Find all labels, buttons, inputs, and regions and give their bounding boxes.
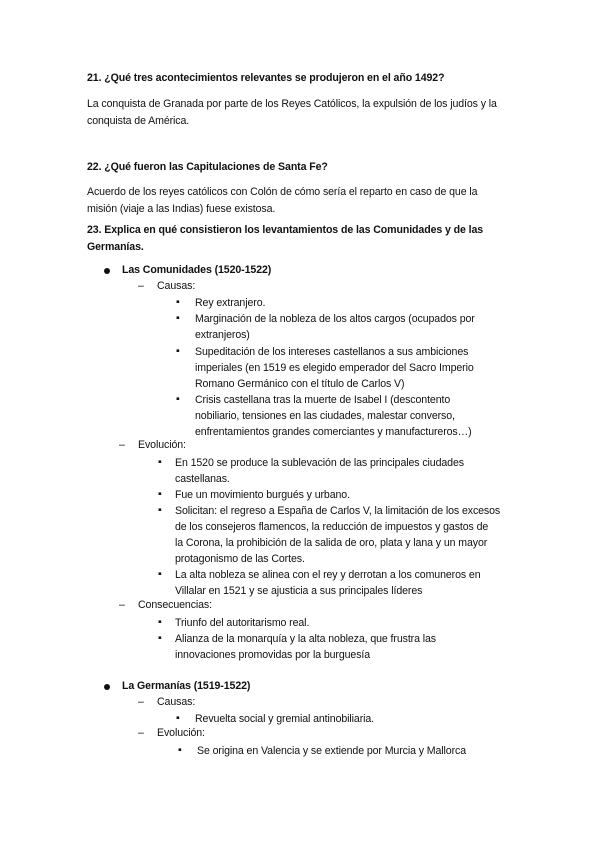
germanias-causa-1: Revuelta social y gremial antinobiliaria. [195,713,375,725]
dash-icon: – [138,727,144,739]
bullet-square-icon: ▪ [158,504,162,516]
dash-icon: – [138,280,144,292]
consecuencia-2-line-1: Alianza de la monarquía y la alta nobleza, que frustra las [175,633,436,645]
evolucion-3-line-4: protagonismo de las Cortes. [175,553,305,565]
evolucion-1-line-2: castellanas. [175,473,230,485]
dash-icon: – [119,439,125,451]
causa-4-line-2: nobiliario, tensiones en las ciudades, malestar converso, [195,410,455,422]
dash-icon: – [138,696,144,708]
causa-4-line-1: Crisis castellana tras la muerte de Isabel I (descontento [195,394,451,406]
question-22-title: 22. ¿Qué fueron las Capitulaciones de Santa Fe? [87,161,328,173]
consecuencia-2-line-2: innovaciones promovidas por la burguesía [175,649,371,661]
question-22-answer-line-1: Acuerdo de los reyes católicos con Colón de cómo sería el reparto en caso de que la [87,186,478,198]
comunidades-causas-label: Causas: [157,280,196,292]
causa-3-line-1: Supeditación de los intereses castellanos a sus ambiciones [195,346,469,358]
bullet-square-icon: ▪ [158,488,162,500]
question-23-title-line-2: Germanías. [87,241,144,253]
evolucion-3-line-1: Solicitan: el regreso a España de Carlos V, la limitación de los excesos [175,505,501,517]
germanias-evolucion-1: Se origina en Valencia y se extiende por Murcia y Mallorca [197,745,466,757]
causa-2-line-1: Marginación de la nobleza de los altos cargos (ocupados por [195,313,475,325]
bullet-square-icon: ▪ [176,296,180,308]
causa-3-line-3: Romano Germánico con el título de Carlos V) [195,378,405,390]
bullet-square-icon: ▪ [178,744,182,756]
germanias-evolucion-label: Evolución: [157,727,205,739]
bullet-square-icon: ▪ [176,393,180,405]
bullet-square-icon: ▪ [158,568,162,580]
bullet-dot-icon [104,684,110,690]
causa-3-line-2: imperiales (en 1519 es elegido emperador del Sacro Imperio [195,362,474,374]
germanias-causas-label: Causas: [157,696,196,708]
germanias-heading: La Germanías (1519-1522) [122,680,251,692]
bullet-square-icon: ▪ [158,632,162,644]
bullet-square-icon: ▪ [176,312,180,324]
causa-1-line-1: Rey extranjero. [195,297,266,309]
evolucion-1-line-1: En 1520 se produce la sublevación de las principales ciudades [175,457,464,469]
bullet-dot-icon [104,268,110,274]
evolucion-3-line-2: de los consejeros flamencos, la reducción de impuestos y gastos de [175,521,489,533]
dash-icon: – [119,599,125,611]
causa-4-line-3: enfrentamientos grandes comerciantes y manufactureros…) [195,426,472,438]
comunidades-consecuencias-label: Consecuencias: [138,599,212,611]
bullet-square-icon: ▪ [158,456,162,468]
comunidades-evolucion-label: Evolución: [138,439,186,451]
evolucion-2-line-1: Fue un movimiento burgués y urbano. [175,489,350,501]
question-21-title: 21. ¿Qué tres acontecimientos relevantes se produjeron en el año 1492? [87,72,445,84]
question-21-answer-line-1: La conquista de Granada por parte de los Reyes Católicos, la expulsión de los judíos y la [87,98,497,110]
comunidades-heading: Las Comunidades (1520-1522) [122,264,272,276]
question-23-title-line-1: 23. Explica en qué consistieron los levantamientos de las Comunidades y de las [87,224,484,236]
question-22-answer-line-2: misión (viaje a las Indias) fuese existosa. [87,203,276,215]
bullet-square-icon: ▪ [158,616,162,628]
bullet-square-icon: ▪ [176,712,180,724]
evolucion-3-line-3: la Corona, la prohibición de la salida de oro, plata y lana y un mayor [175,537,488,549]
consecuencia-1-line-1: Triunfo del autoritarismo real. [175,617,310,629]
causa-2-line-2: extranjeros) [195,329,250,341]
bullet-square-icon: ▪ [176,345,180,357]
evolucion-4-line-1: La alta nobleza se alinea con el rey y derrotan a los comuneros en [175,569,481,581]
evolucion-4-line-2: Villalar en 1521 y se ajusticia a sus principales líderes [175,585,423,597]
question-21-answer-line-2: conquista de América. [87,115,190,127]
